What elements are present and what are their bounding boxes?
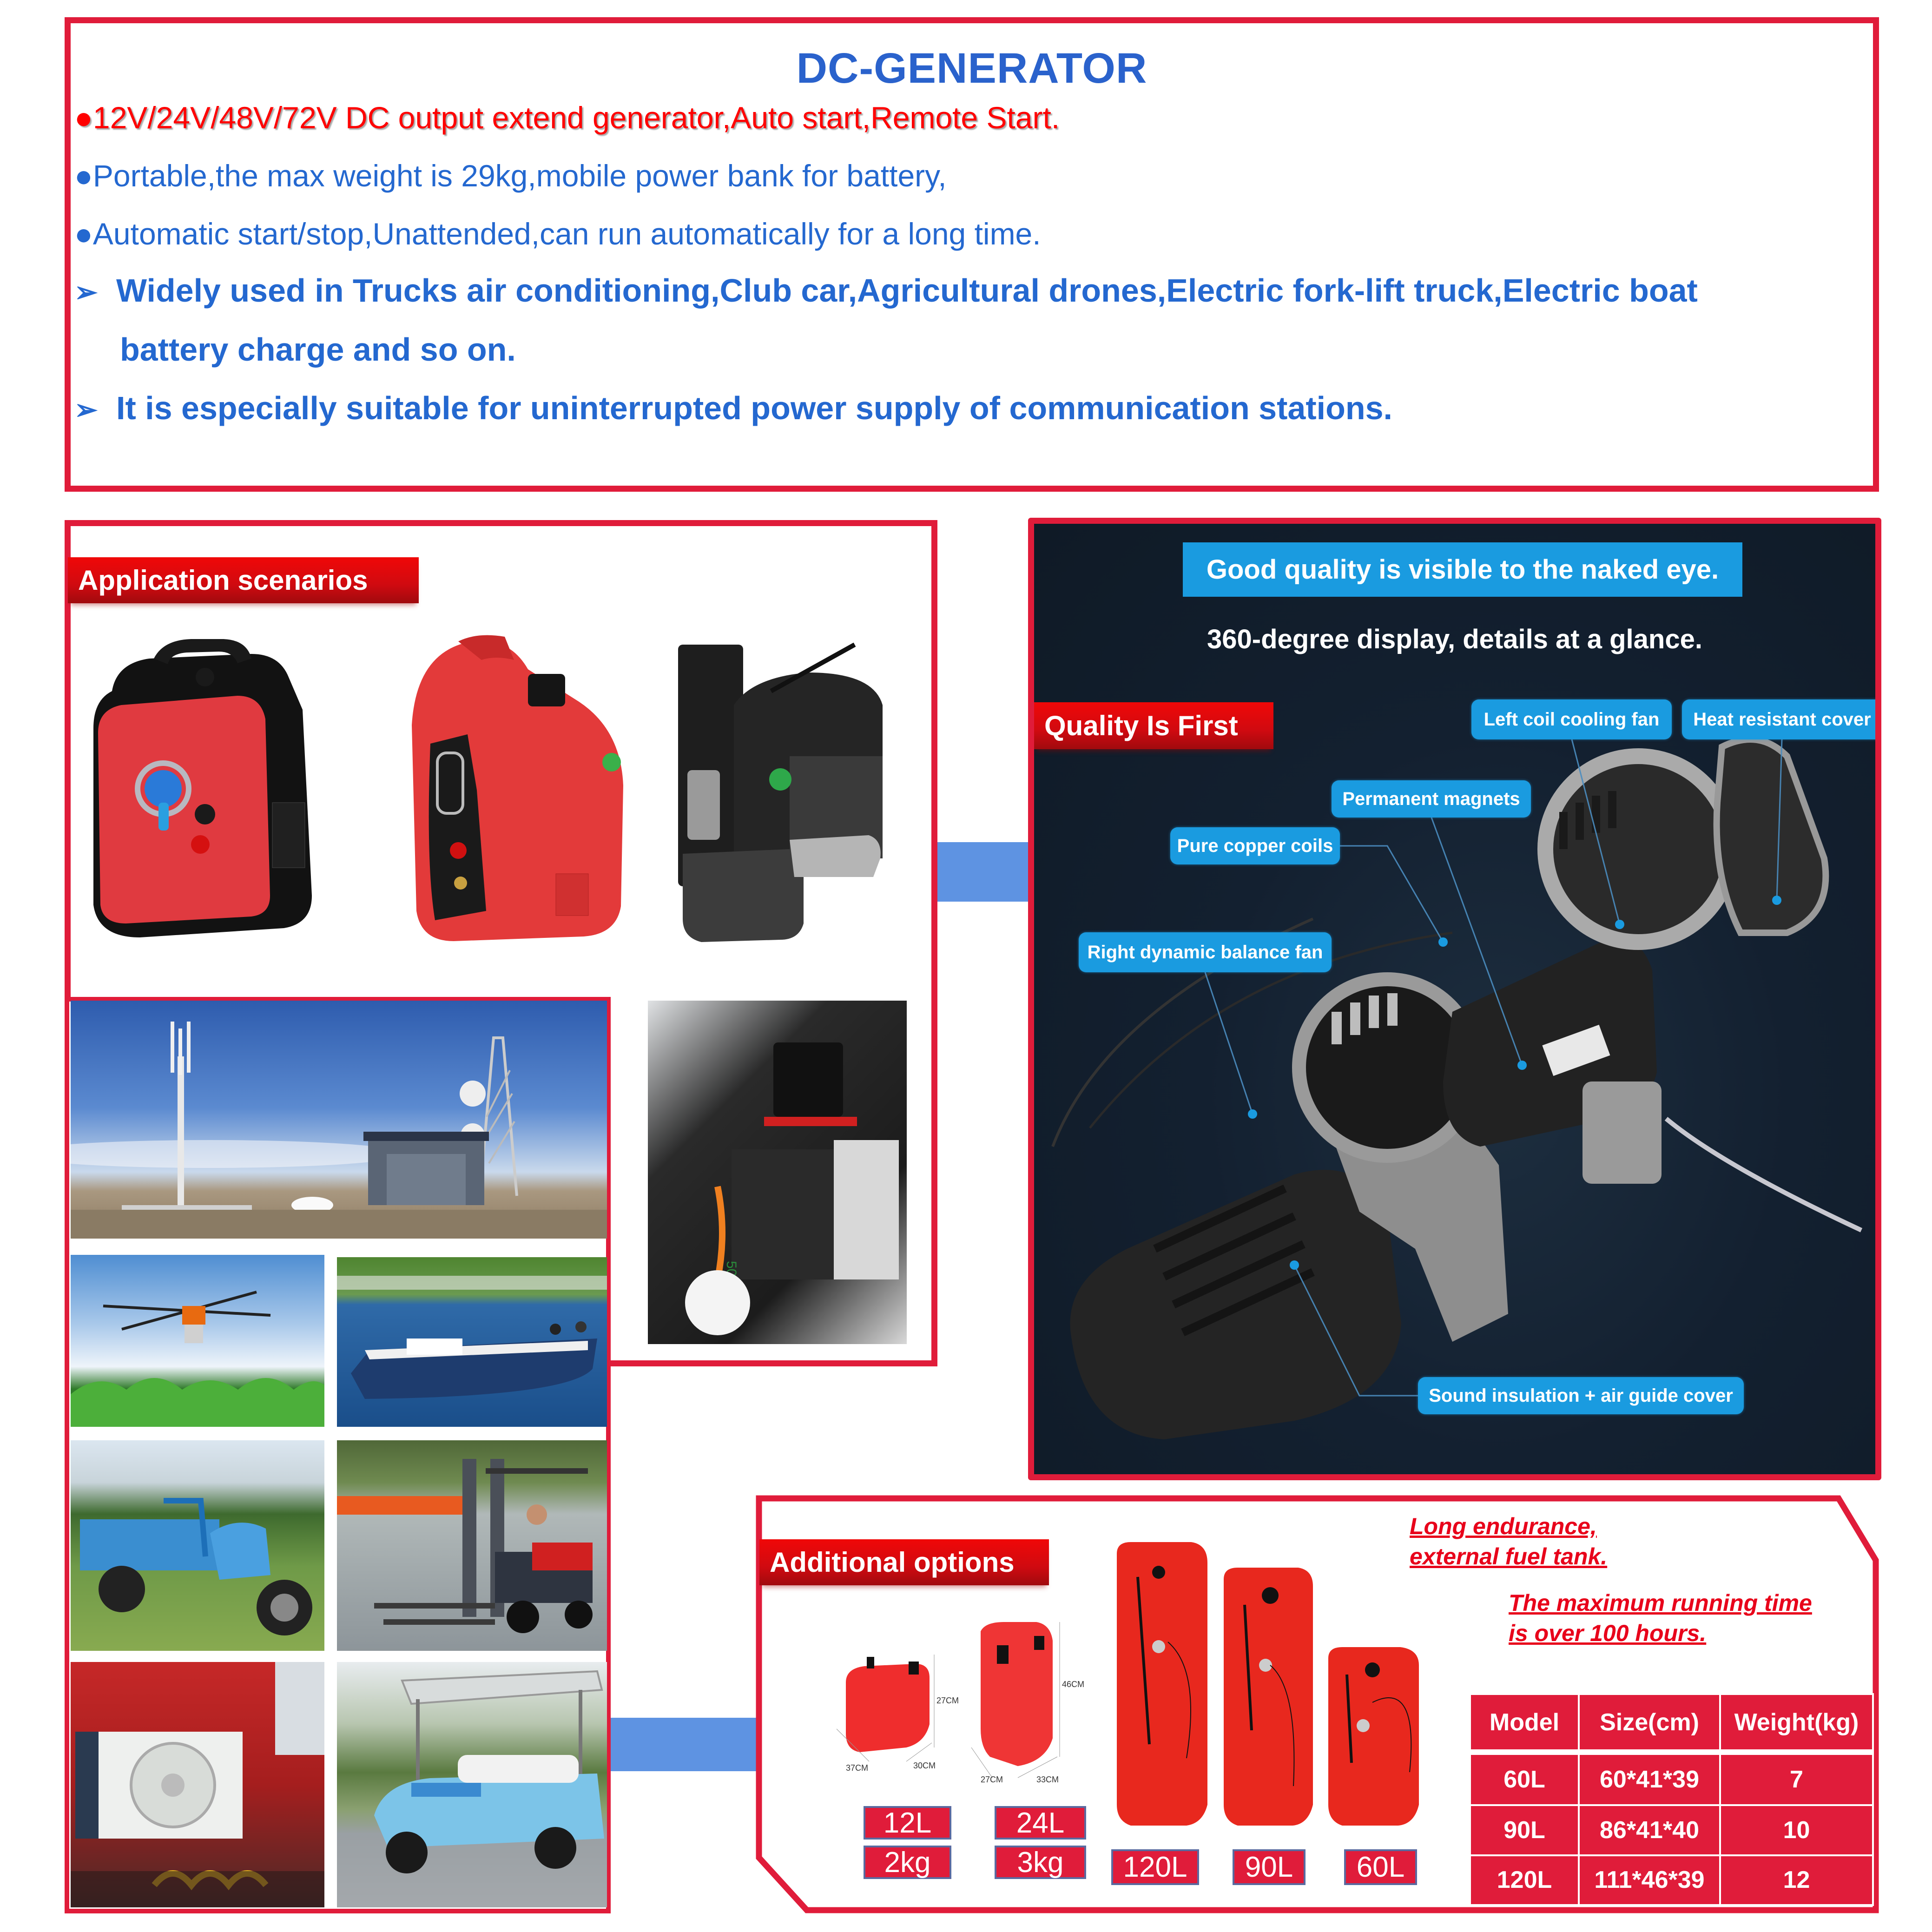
cell-weight: 7	[1720, 1752, 1873, 1805]
tank-60l-label: 60L	[1344, 1849, 1417, 1885]
quality-panel	[1028, 518, 1881, 1480]
arrow-bullet-icon: ➢	[74, 394, 98, 425]
usage-line: ➢ Widely used in Trucks air conditioning,Club car,Agricultural drones,Electric fork-lift truck,Electric boat	[74, 272, 1698, 309]
communication-station-photo	[71, 1001, 607, 1239]
additional-options-banner: Additional options	[759, 1539, 1049, 1585]
bullet-icon: ●	[74, 217, 93, 251]
club-car-photo	[337, 1662, 607, 1907]
electric-forklift-photo	[337, 1440, 607, 1651]
truck-air-conditioning-photo	[71, 1662, 324, 1907]
cell-size: 60*41*39	[1579, 1752, 1720, 1805]
tank-90l-label: 90L	[1233, 1849, 1306, 1885]
generator-photo-side	[402, 632, 632, 948]
feature-line-2: ●Portable,the max weight is 29kg,mobile power bank for battery,	[74, 158, 947, 193]
connector-bar	[611, 1718, 758, 1771]
quality-banner: Quality Is First	[1034, 702, 1273, 749]
svg-text:37CM: 37CM	[846, 1763, 869, 1773]
svg-text:46CM: 46CM	[1062, 1680, 1085, 1689]
svg-text:27CM: 27CM	[936, 1696, 959, 1705]
col-header-size: Size(cm)	[1579, 1694, 1720, 1752]
connector-bar	[937, 842, 1028, 902]
electric-tricycle-photo	[71, 1440, 324, 1651]
fuel-tank-120l-90l-60l-image	[1112, 1540, 1424, 1828]
tank-12l-capacity: 12L	[864, 1806, 951, 1840]
table-header-row	[1470, 1694, 1873, 1752]
agricultural-drone-photo	[71, 1255, 324, 1427]
page-title: DC-GENERATOR	[796, 45, 1147, 92]
tank-24l-capacity: 24L	[995, 1806, 1086, 1840]
cell-weight: 12	[1720, 1855, 1873, 1905]
quality-headline: Good quality is visible to the naked eye.	[1183, 542, 1742, 597]
tank-120l-label: 120L	[1111, 1849, 1199, 1885]
cell-model: 120L	[1470, 1855, 1579, 1905]
callout-heat-resistant-cover: Heat resistant cover	[1682, 699, 1881, 739]
feature-line-3: ●Automatic start/stop,Unattended,can run automatically for a long time.	[74, 217, 1041, 251]
svg-text:33CM: 33CM	[1036, 1775, 1059, 1784]
callout-permanent-magnets: Permanent magnets	[1332, 780, 1531, 818]
note-max-running-time: The maximum running time	[1509, 1590, 1812, 1616]
tank-12l-weight: 2kg	[864, 1846, 951, 1879]
bullet-icon: ●	[74, 100, 93, 135]
tank-24l-weight: 3kg	[995, 1846, 1086, 1879]
cell-model: 60L	[1470, 1752, 1579, 1805]
fuel-tank-spec-table	[1469, 1693, 1874, 1906]
callout-pure-copper-coils: Pure copper coils	[1170, 827, 1340, 864]
svg-text:30CM: 30CM	[913, 1761, 936, 1770]
callout-sound-insulation-air-guide-cover: Sound insulation + air guide cover	[1418, 1377, 1744, 1414]
table-row	[1470, 1752, 1873, 1805]
cell-weight: 10	[1720, 1805, 1873, 1855]
feature-line-1: ●12V/24V/48V/72V DC output extend generator,Auto start,Remote Start.	[74, 100, 1060, 135]
ev-engine-bay-photo	[648, 1001, 907, 1344]
col-header-weight: Weight(kg)	[1720, 1694, 1873, 1752]
cell-model: 90L	[1470, 1805, 1579, 1855]
application-banner: Application scenarios	[68, 557, 419, 603]
col-header-model: Model	[1470, 1694, 1579, 1752]
callout-right-dynamic-balance-fan: Right dynamic balance fan	[1079, 932, 1332, 972]
arrow-bullet-icon: ➢	[74, 277, 98, 308]
table-row	[1470, 1805, 1873, 1855]
note-over-100-hours: is over 100 hours.	[1509, 1620, 1707, 1646]
electric-boat-photo	[337, 1257, 607, 1427]
fuel-tank-12l-24l-image	[832, 1617, 1088, 1785]
callout-leader-lines	[1034, 524, 1875, 1474]
quality-subheadline: 360-degree display, details at a glance.	[1207, 624, 1702, 654]
usage-line-continuation: battery charge and so on.	[120, 331, 516, 368]
cell-size: 111*46*39	[1579, 1855, 1720, 1905]
intro-box	[65, 17, 1879, 492]
cell-size: 86*41*40	[1579, 1805, 1720, 1855]
callout-left-coil-cooling-fan: Left coil cooling fan	[1471, 699, 1672, 739]
dc-generator-engine-photo	[669, 635, 923, 948]
note-external-fuel-tank: external fuel tank.	[1410, 1543, 1608, 1569]
generator-photo-front	[84, 635, 359, 948]
note-long-endurance: Long endurance,	[1410, 1513, 1597, 1539]
bullet-icon: ●	[74, 158, 93, 193]
ups-line: ➢ It is especially suitable for uninterrupted power supply of communication stations.	[74, 390, 1392, 426]
table-row	[1470, 1855, 1873, 1905]
svg-text:27CM: 27CM	[981, 1775, 1003, 1784]
